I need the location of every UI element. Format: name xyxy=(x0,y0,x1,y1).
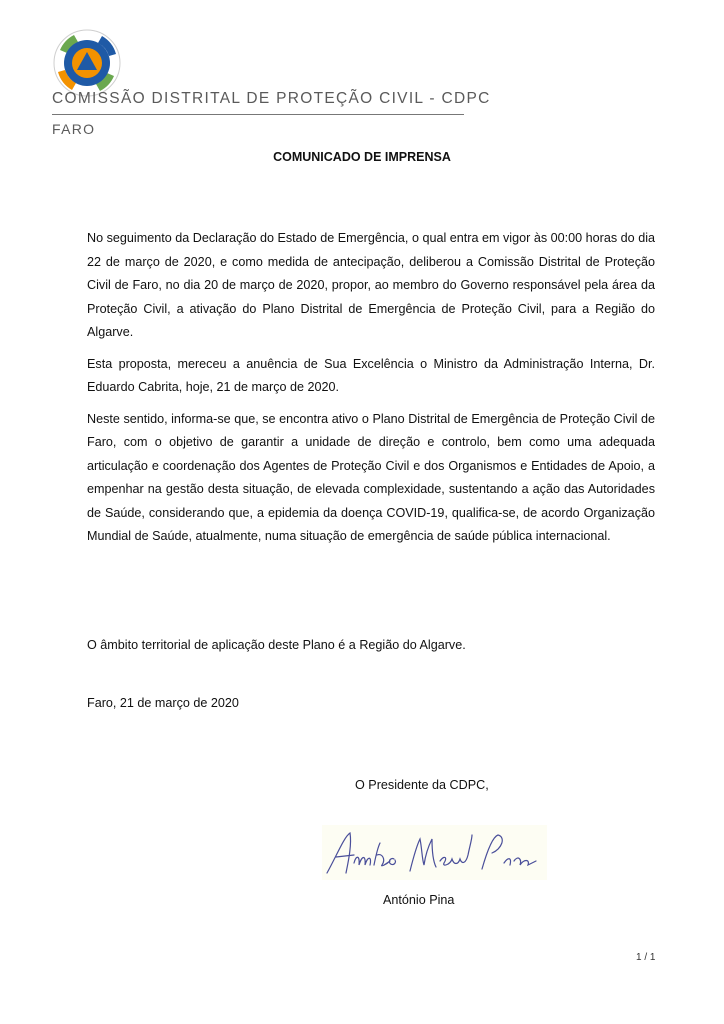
district-name: FARO xyxy=(52,121,96,137)
document-body xyxy=(87,227,655,557)
protecao-civil-logo xyxy=(52,28,122,98)
paragraph: Esta proposta, mereceu a anuência de Sua Excelência o Ministro da Administração Interna, Dr. Eduardo Cabrita, hoje, 21 de março de 2020. xyxy=(87,356,655,394)
document-title: COMUNICADO DE IMPRENSA xyxy=(273,150,451,164)
place-date: Faro, 21 de março de 2020 xyxy=(87,696,239,710)
handwritten-signature xyxy=(322,825,547,880)
closing-title: O Presidente da CDPC, xyxy=(355,778,489,792)
header-divider xyxy=(52,114,464,115)
paragraph: No seguimento da Declaração do Estado de Emergência, o qual entra em vigor às 00:00 horas do dia 22 de março de 2020, e como medida de antecipação, deliberou a Comissão Distrital de Proteção Civil de Faro, no dia 20 de março de 2020, propor, ao membro do Governo responsável pela área da Proteção Civil, a ativação do Plano Distrital de Emergência de Proteção Civil, para a Região do Algarve. xyxy=(87,231,655,339)
scope-statement: O âmbito territorial de aplicação deste Plano é a Região do Algarve. xyxy=(87,638,466,652)
paragraph: Neste sentido, informa-se que, se encontra ativo o Plano Distrital de Emergência de Proteção Civil de Faro, com o objetivo de garantir a unidade de direção e controlo, bem como uma adequada articulação e coordenação dos Agentes de Proteção Civil e dos Organismos e Entidades de Apoio, a empenhar na gestão desta situação, de elevada complexidade, sustentando a ação das Autoridades de Saúde, considerando que, a epidemia da doença COVID-19, qualifica-se, de acordo Organização Mundial de Saúde, atualmente, numa situação de emergência de saúde pública internacional. xyxy=(87,411,655,543)
organization-name: COMISSÃO DISTRITAL DE PROTEÇÃO CIVIL - CDPC xyxy=(52,90,491,107)
page-number: 1 / 1 xyxy=(636,952,656,963)
signer-name: António Pina xyxy=(383,893,455,907)
